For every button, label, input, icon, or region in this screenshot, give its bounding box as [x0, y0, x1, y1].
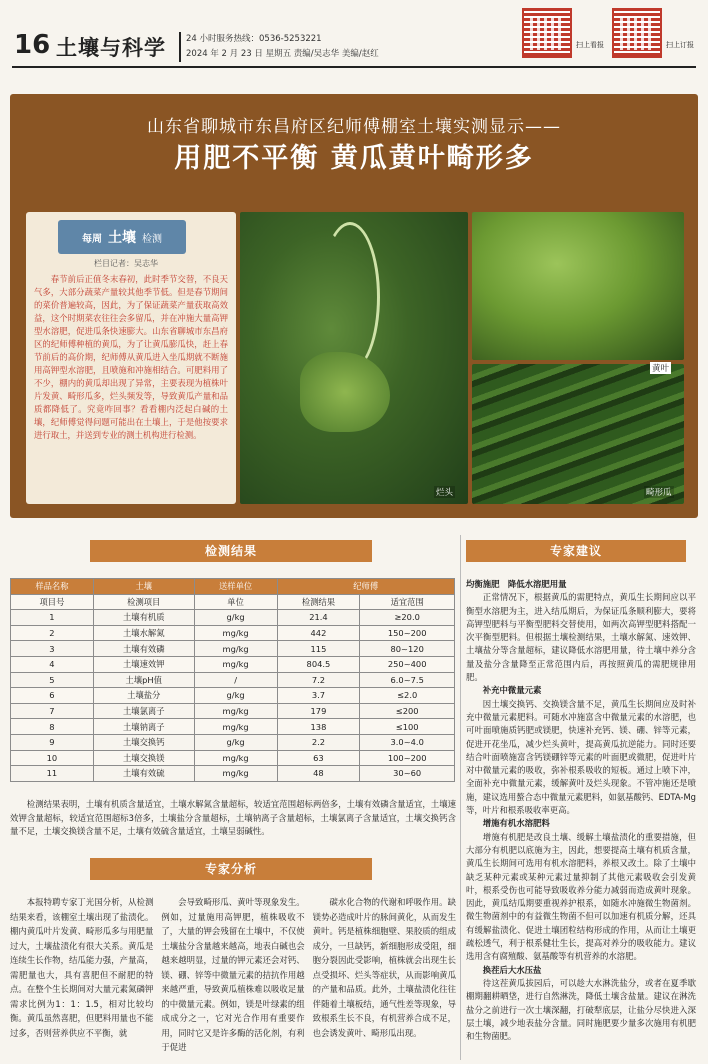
section-name: 土壤与科学	[56, 36, 166, 60]
table-subheader-cell: 检测项目	[93, 594, 194, 610]
table-cell: 土壤交换镁	[93, 750, 194, 766]
table-cell: ≤100	[360, 719, 455, 735]
table-cell: 11	[11, 766, 94, 782]
advice-subhead-3: 增施有机水溶肥料	[482, 818, 550, 829]
advice-paragraph-2: 因土壤交换钙、交换镁含量不足，黄瓜生长期间应及时补充中微量元素肥料。可随水冲施富含中微量元素的水溶肥，也可叶面喷施质钙肥或镁肥，快速补充钙、镁、硼、锌等元素，促进开花坐瓜，减少烂头黄叶，提高黄瓜抗逆能力。同时还要结合叶面喷施富含钙镁硼锌等元素的叶面肥或微肥，促进叶片对中微量元素的吸收，弥补根系吸收的短板。通过上喷下冲，全面补充中微量元素，缓解黄叶及烂头现象。不管冲施还是喷施，建议选用螯合态中微量元素肥料，如氨基酸钙、EDTA-Mg等，叶片和根系吸收率更高。	[466, 698, 696, 816]
table-cell: 10	[11, 750, 94, 766]
badge-test: 检测	[142, 233, 162, 245]
table-header-cell: 样品名称	[11, 579, 94, 595]
table-cell: 6.0~7.5	[360, 672, 455, 688]
table-cell: 80~120	[360, 641, 455, 657]
table-cell: 100~200	[360, 750, 455, 766]
column-divider	[460, 535, 461, 1060]
deformed-cucumber-photo	[472, 364, 684, 504]
advice-paragraph-3: 增施有机肥是改良土壤、缓解土壤盐渍化的重要措施，但大部分有机肥以底施为主，因此，想要提高土壤有机质含量，黄瓜生长期间可选用有机水溶肥料，养根又改土。除了土壤中缺乏某种元素或某种元素过量抑制了其他元素吸收会引发黄叶，根系受伤也可能导致吸收养分能力减弱而造成黄叶现象。因此，黄瓜结瓜期要重视养护根系，如随水冲施微生物菌剂。微生物菌剂中的有益微生物菌不但可以加速有机质分解，还具有缓解盐渍化、促进土壤团粒结构形成的作用，从而让土壤更疏松透气，利于根系健壮生长，提高对养分的吸收能力。建议选用含有腐殖酸、氨基酸等有机营养的水溶肥。	[466, 831, 696, 962]
advice-subhead-2: 补充中微量元素	[482, 685, 542, 696]
table-cell: 9	[11, 734, 94, 750]
table-row	[11, 641, 455, 657]
table-cell: 2	[11, 625, 94, 641]
table-cell: 804.5	[277, 656, 360, 672]
table-cell: 5	[11, 672, 94, 688]
results-table	[10, 578, 455, 782]
qr-left-label: 扫上看报	[576, 41, 604, 49]
table-cell: ≤2.0	[360, 688, 455, 704]
table-cell: 土壤有效磷	[93, 641, 194, 657]
table-cell: 30~60	[360, 766, 455, 782]
tendril-shape	[320, 222, 380, 372]
table-cell: 土壤有机质	[93, 610, 194, 626]
table-cell: mg/kg	[194, 641, 277, 657]
masthead	[0, 0, 708, 86]
table-row	[11, 734, 455, 750]
table-cell: mg/kg	[194, 766, 277, 782]
badge-weekly: 每周	[82, 233, 102, 245]
table-cell: 土壤钠离子	[93, 719, 194, 735]
caption-rot: 烂头	[436, 488, 454, 498]
advice-paragraph-4: 待这茬黄瓜拔园后，可以趁大水淋洗盐分，或者在夏季歇棚期翻耕晒垡，进行自然淋洗，降低土壤含盐量。建议在淋洗盐分之前进行一次土壤深翻，打破犁底层，让盐分尽快进入深层土壤，减少地表盐分含量。同时施肥要少量多次施用有机肥和生物菌肥。	[466, 977, 696, 1042]
table-cell: 150~200	[360, 625, 455, 641]
table-cell: 4	[11, 656, 94, 672]
yellow-leaf-photo	[472, 212, 684, 360]
table-row	[11, 719, 455, 735]
table-cell: g/kg	[194, 734, 277, 750]
table-cell: ≤200	[360, 703, 455, 719]
analysis-body	[10, 895, 456, 1059]
qr-right-label: 扫上订报	[666, 41, 694, 49]
table-header-cell: 土壤	[93, 579, 194, 595]
advice-paragraph-1: 正常情况下，根据黄瓜的需肥特点，黄瓜生长期间应以平衡型水溶肥为主，进入结瓜期后，为保证瓜条顺利膨大，要将高钾型肥料与平衡型肥料交替使用，如两次高钾型肥料搭配一次平衡型肥料。但根据土壤检测结果，土壤水解氮、速效钾、土壤盐分等含量超标，建议降低水溶肥用量，待土壤中养分含量及盐分含量降至正常范围内后，再按照黄瓜的需肥规律用肥。	[466, 592, 696, 683]
column-badge	[58, 220, 186, 254]
table-cell: 3	[11, 641, 94, 657]
caption-fruit: 畸形瓜	[646, 488, 672, 498]
cucumber-rot-photo	[240, 212, 468, 504]
table-subheader-cell: 单位	[194, 594, 277, 610]
table-cell: 3.0~4.0	[360, 734, 455, 750]
header-rule	[12, 66, 696, 68]
table-cell: 2.2	[277, 734, 360, 750]
table-cell: 7.2	[277, 672, 360, 688]
page-number: 16	[14, 30, 51, 60]
table-row	[11, 672, 455, 688]
table-subheader-cell: 项目号	[11, 594, 94, 610]
table-cell: 48	[277, 766, 360, 782]
table-subheader-cell: 适宜范围	[360, 594, 455, 610]
table-row	[11, 656, 455, 672]
results-heading: 检测结果	[90, 540, 372, 562]
results-note: 检测结果表明，土壤有机质含量适宜，土壤水解氮含量超标，较适宜范围超标两倍多，土壤有效磷含量适宜，土壤速效钾含量超标，较适宜范围超标3倍多，土壤盐分含量超标，土壤钠离子含量超标，土壤氯离子含量适宜，土壤交换钙含量不足，土壤交换镁含量不足，土壤有效硫含量适宜，土壤呈弱碱性。	[10, 799, 456, 836]
table-row	[11, 688, 455, 704]
column-editor: 栏目记者：吴志华	[94, 259, 158, 268]
table-cell: mg/kg	[194, 625, 277, 641]
analysis-heading: 专家分析	[90, 858, 372, 880]
table-cell: mg/kg	[194, 719, 277, 735]
table-cell: 7	[11, 703, 94, 719]
table-cell: mg/kg	[194, 703, 277, 719]
table-row	[11, 625, 455, 641]
table-cell: 土壤有效硫	[93, 766, 194, 782]
table-cell: mg/kg	[194, 750, 277, 766]
shoot-shape	[300, 352, 390, 432]
hotline: 24 小时服务热线：0536-5253221	[186, 34, 322, 44]
table-header-cell: 送样单位	[194, 579, 277, 595]
table-subheader-row	[11, 594, 455, 610]
table-cell: 250~400	[360, 656, 455, 672]
table-cell: 442	[277, 625, 360, 641]
analysis-column-2: 会导致畸形瓜、黄叶等现象发生。例如，过量施用高钾肥，植株吸收不了，大量的钾会残留在土壤中，不仅使土壤盐分含量越来越高，地表白碱也会越来越明显，过量的钾元素还会对钙、镁、硼、锌等中微量元素的拮抗作用越来越严重，导致黄瓜植株难以吸收足量的中微量元素。例如，镁是叶绿素的组成成分之一，它对光合作用有重要作用，同时它又是许多酶的活化剂，有利于促进	[161, 897, 305, 1052]
table-cell: 115	[277, 641, 360, 657]
table-cell: ≥20.0	[360, 610, 455, 626]
table-cell: 土壤交换钙	[93, 734, 194, 750]
analysis-column-1: 本报特聘专家丁光国分析，从检测结果来看，该棚室土壤出现了盐渍化。棚内黄瓜叶片发黄、畸形瓜多与用肥量过大，土壤盐渍化有很大关系。黄瓜是连续生长作物，结瓜能力强，产量高，需肥量也大，具有喜肥但不耐肥的特点。在整个生长期间对大量元素氮磷钾需求比例为1：1：1.5，相对比较均衡。黄瓜虽然喜肥，但肥料用量也不能过多，否则营养供应不平衡，就	[10, 897, 154, 1038]
header-divider	[179, 32, 181, 62]
table-cell: g/kg	[194, 688, 277, 704]
advice-subhead-1: 均衡施肥 降低水溶肥用量	[466, 579, 567, 589]
table-cell: 8	[11, 719, 94, 735]
table-cell: 179	[277, 703, 360, 719]
feature-title: 用肥不平衡 黄瓜黄叶畸形多	[174, 143, 534, 174]
advice-body	[466, 578, 696, 1060]
feature-subtitle: 山东省聊城市东昌府区纪师傅棚室土壤实测显示——	[147, 117, 561, 137]
caption-leaf: 黄叶	[652, 364, 670, 374]
badge-soil: 土壤	[108, 230, 136, 246]
advice-subhead-4: 换茬后大水压盐	[482, 964, 542, 975]
table-subheader-cell: 检测结果	[277, 594, 360, 610]
table-header-row	[11, 579, 455, 595]
table-cell: 1	[11, 610, 94, 626]
table-cell: 3.7	[277, 688, 360, 704]
qr-code-icon[interactable]	[612, 8, 662, 58]
feature-panel	[10, 94, 698, 518]
qr-code-icon[interactable]	[522, 8, 572, 58]
dateline: 2024 年 2 月 23 日 星期五 责编/吴志华 美编/赵红	[186, 49, 379, 59]
table-cell: g/kg	[194, 610, 277, 626]
intro-box	[26, 212, 236, 504]
table-row	[11, 750, 455, 766]
table-row	[11, 610, 455, 626]
table-cell: 138	[277, 719, 360, 735]
advice-heading: 专家建议	[466, 540, 686, 562]
table-cell: 土壤盐分	[93, 688, 194, 704]
table-row	[11, 703, 455, 719]
table-cell: /	[194, 672, 277, 688]
table-cell: 6	[11, 688, 94, 704]
table-cell: 土壤pH值	[93, 672, 194, 688]
analysis-column-3: 碳水化合物的代谢和呼吸作用。缺镁势必造成叶片的脉间黄化，从而发生黄叶。钙是植株细胞壁、果胶质的组成成分，一旦缺钙，新细胞形成受阻，细胞分裂因此受影响，植株就会出现生长点受损坏、烂头等症状，从而影响黄瓜的产量和品质。此外，土壤盐渍化往往伴随着土壤板结，通气性差等现象，导致根系生长不良，有机营养合成不足，也会诱发黄叶、畸形瓜出现。	[312, 897, 456, 1038]
table-cell: 63	[277, 750, 360, 766]
table-cell: mg/kg	[194, 656, 277, 672]
table-header-cell: 纪师傅	[277, 579, 454, 595]
table-cell: 土壤氯离子	[93, 703, 194, 719]
table-cell: 土壤速效钾	[93, 656, 194, 672]
table-row	[11, 766, 455, 782]
table-cell: 土壤水解氮	[93, 625, 194, 641]
table-cell: 21.4	[277, 610, 360, 626]
intro-text: 春节前后正值冬末春初，此时季节交替，不良天气多，大部分蔬菜产量较其他季节低。但是春节期间的菜价普遍较高，因此，为了保证蔬菜产量获取高效益，这个时期菜农往往会多留瓜，并在冲施大量高钾型水溶肥，促进瓜条快速膨大。山东省聊城市东昌府区的纪师傅种植的黄瓜，为了让黄瓜膨瓜快，赶上春节前后的高价期，纪师傅从黄瓜进入坐瓜期就不断施用高钾型水溶肥，且喷施和冲施相结合。可肥料用了不少，棚内的黄瓜却出现了异常，主要表现为植株叶片发黄、畸形瓜多，烂头频发等，导致黄瓜产量和品质都降低了。究竟咋回事？看看棚内泛起白碱的土壤，纪师傅觉得问题可能出在土壤上，于是他按要求进行取土，并送到专业的测土机构进行检测。	[34, 274, 228, 440]
